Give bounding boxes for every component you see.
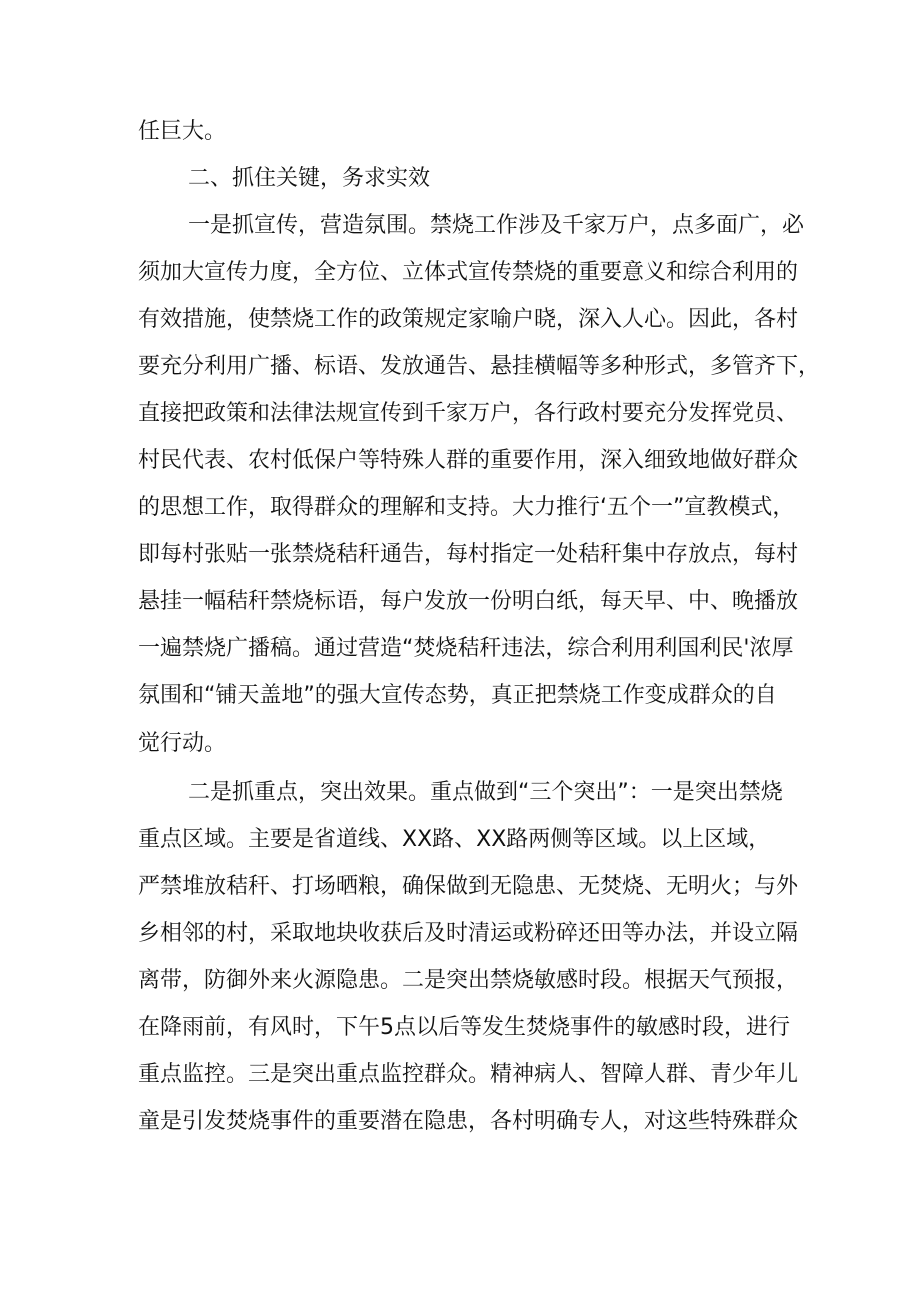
text-line: 一遍禁烧广播稿。通过营造“焚烧秸秆违法，综合利用利国利民'浓厚 xyxy=(138,636,794,661)
text-line: 任巨大。 xyxy=(138,119,227,144)
text-line: 重点监控。三是突出重点监控群众。精神病人、智障人群、青少年儿 xyxy=(138,1062,799,1087)
text-line: 直接把政策和法律法规宣传到千家万户，各行政村要充分发挥党员、 xyxy=(138,401,799,426)
text-line: 严禁堆放秸秆、打场晒粮，确保做到无隐患、无焚烧、无明火；与外 xyxy=(138,874,799,899)
text-line: 要充分利用广播、标语、发放通告、悬挂横幅等多种形式，多管齐下， xyxy=(138,354,821,379)
text-line: 须加大宣传力度，全方位、立体式宣传禁烧的重要意义和综合利用的 xyxy=(138,260,799,285)
text-line: 二是抓重点，突出效果。重点做到“三个突出”：一是突出禁烧 xyxy=(188,780,783,805)
text-line: 乡相邻的村，采取地块收获后及时清运或粉碎还田等办法，并设立隔 xyxy=(138,921,799,946)
text-line: 童是引发焚烧事件的重要潜在隐患，各村明确专人，对这些特殊群众 xyxy=(138,1109,799,1134)
text-line: 离带，防御外来火源隐患。二是突出禁烧敏感时段。根据天气预报， xyxy=(138,968,799,993)
text-line: 氛围和“铺天盖地”的强大宣传态势，真正把禁烧工作变成群众的自 xyxy=(138,683,777,708)
text-line: 即每村张贴一张禁烧秸秆通告，每村指定一处秸秆集中存放点，每村 xyxy=(138,542,799,567)
text-line: 一是抓宣传，营造氛围。禁烧工作涉及千家万户，点多面广，必 xyxy=(188,213,805,238)
text-line: 重点区域。主要是省道线、XX路、XX路两侧等区域。以上区域， xyxy=(138,827,771,852)
section-heading: 二、抓住关键，务求实效 xyxy=(188,166,431,191)
text-line: 有效措施，使禁烧工作的政策规定家喻户晓，深入人心。因此，各村 xyxy=(138,307,799,332)
text-line: 村民代表、农村低保户等特殊人群的重要作用，深入细致地做好群众 xyxy=(138,448,799,473)
text-line: 觉行动。 xyxy=(138,731,227,756)
document-body xyxy=(138,108,821,1145)
text-line: 在降雨前，有风时，下午5点以后等发生焚烧事件的敏感时段，进行 xyxy=(138,1015,790,1040)
text-line: 的思想工作，取得群众的理解和支持。大力推行‘五个一”宣教模式， xyxy=(138,495,795,520)
text-line: 悬挂一幅秸秆禁烧标语，每户发放一份明白纸，每天早、中、晚播放 xyxy=(138,589,799,614)
